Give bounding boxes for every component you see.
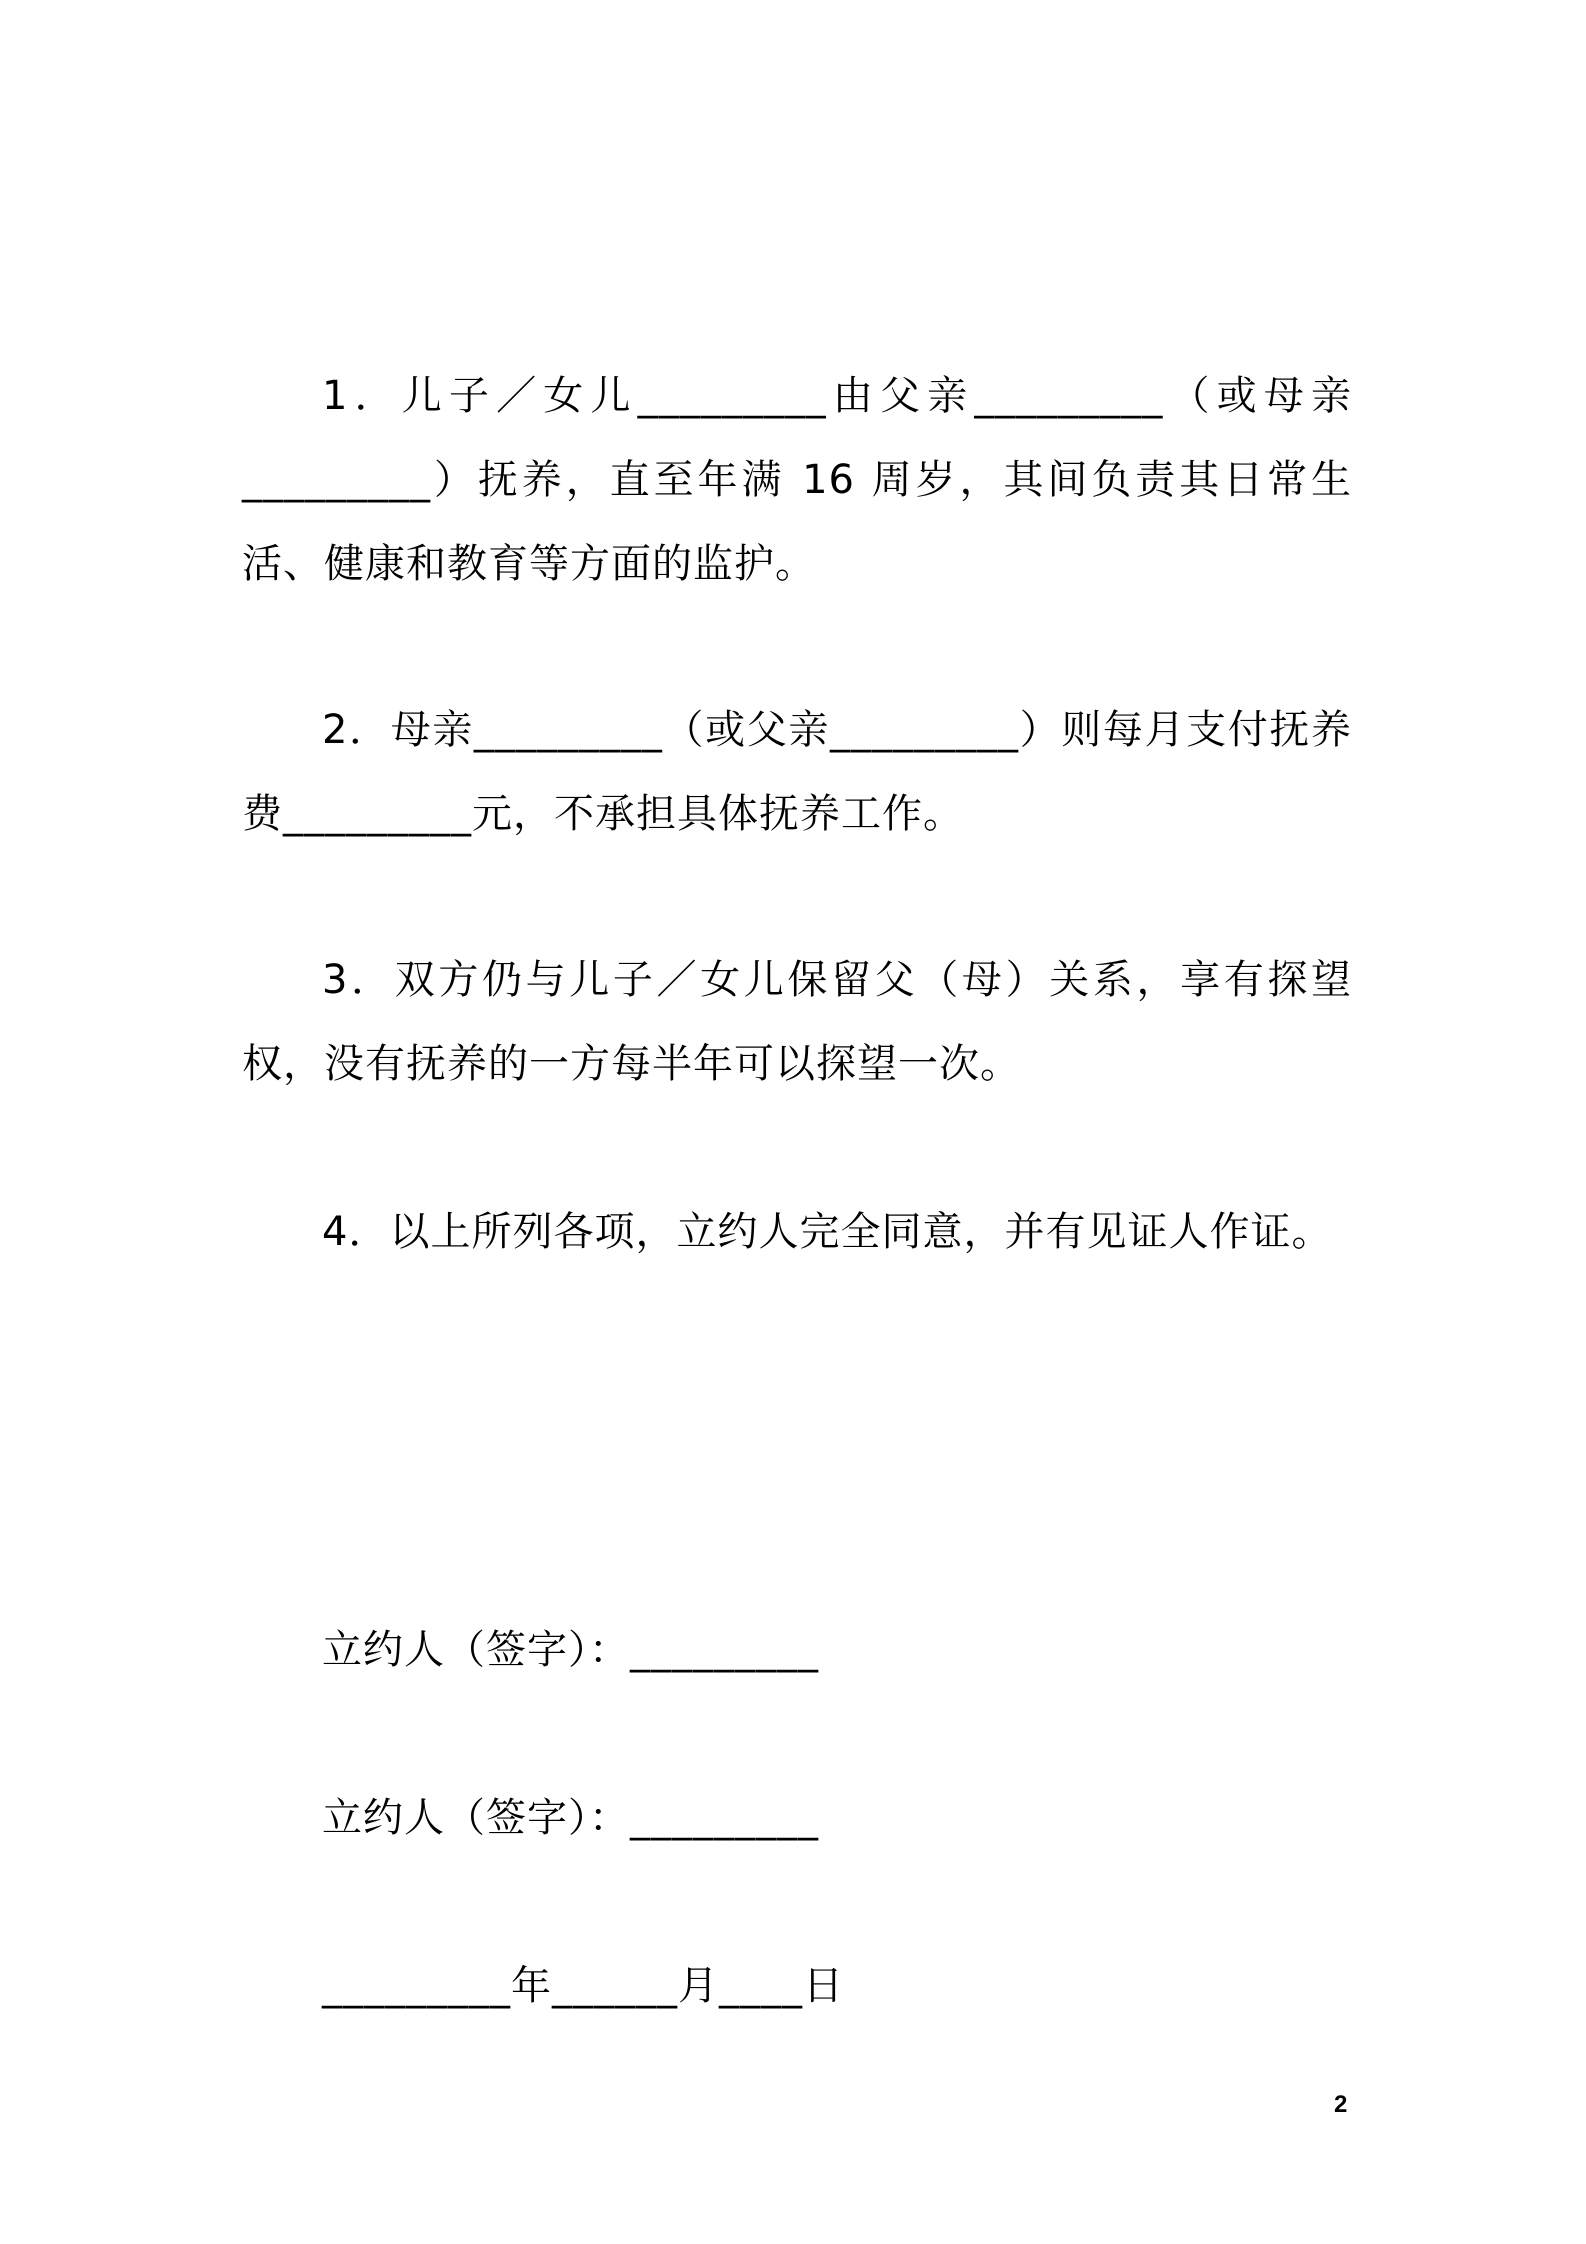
clause-3-text: 3．双方仍与儿子／女儿保留父（母）关系，享有探望权，没有抚养的一方每半年可以探望一次。 (242, 957, 1352, 1087)
clause-2 (242, 688, 1352, 856)
page-number: 2 (1334, 2091, 1348, 2118)
clause-1-text: 1．儿子／女儿_________由父亲_________（或母亲_________）抚养，直至年满 16 周岁，其间负责其日常生活、健康和教育等方面的监护。 (242, 373, 1352, 587)
clause-4-text: 4．以上所列各项，立约人完全同意，并有见证人作证。 (322, 1209, 1333, 1255)
signature-line-1: 立约人（签字）：_________ (322, 1627, 819, 1673)
clause-2-text: 2．母亲_________（或父亲_________）则每月支付抚养费_________元，不承担具体抚养工作。 (242, 707, 1352, 837)
clause-1 (242, 354, 1352, 606)
signature-line-2: 立约人（签字）：_________ (322, 1795, 819, 1841)
clause-4 (242, 1190, 1352, 1274)
date-line: _________年______月____日 (322, 1963, 844, 2009)
clause-3 (242, 938, 1352, 1106)
